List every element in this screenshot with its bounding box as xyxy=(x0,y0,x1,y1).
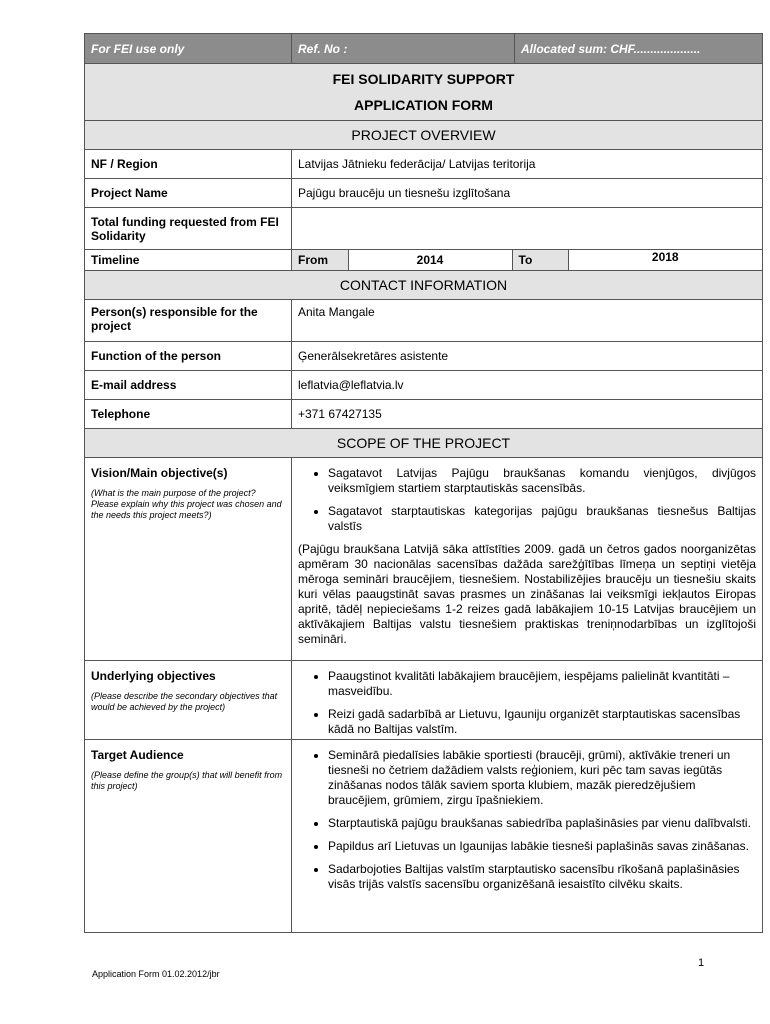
to-value: 2018 xyxy=(651,250,679,264)
form-title xyxy=(85,64,763,121)
person-value: Anita Mangale xyxy=(292,300,763,342)
section-contact-information xyxy=(85,271,763,300)
nf-region-value: Latvijas Jātnieku federācija/ Latvijas teritorija xyxy=(292,150,763,179)
project-name-row xyxy=(85,179,763,208)
function-value: Ģenerālsekretāres asistente xyxy=(292,342,763,371)
form-title-line1: FEI SOLIDARITY SUPPORT xyxy=(332,71,515,87)
audience-help: (Please define the group(s) that will benefit from this project) xyxy=(91,770,283,791)
list-item: • Starptautiskā pajūgu braukšanas sabiedrība paplašināsies par vienu dalībvalsti. xyxy=(328,816,756,831)
list-item: • Paaugstinot kvalitāti labākajiem braucējiem, iespējams palielināt kvantitāti – masveidību. xyxy=(328,669,756,699)
function-label: Function of the person xyxy=(85,342,292,371)
underlying-question xyxy=(85,661,292,740)
list-item: • Sadarbojoties Baltijas valstīm starptautisko sacensību rīkošanā paplašināsies visās trijās valstīs sacensību organizēšanā iesaistīto cilvēku skaits. xyxy=(328,862,756,892)
from-value: 2014 xyxy=(348,250,512,270)
page-number: 1 xyxy=(698,957,705,969)
vision-answer xyxy=(292,458,763,661)
person-row xyxy=(85,300,763,342)
form-title-row xyxy=(85,64,763,121)
project-name-label: Project Name xyxy=(85,179,292,208)
person-label: Person(s) responsible for the project xyxy=(85,300,292,342)
vision-help: (What is the main purpose of the project? Please explain why this project was chosen and the needs this project meets?) xyxy=(91,488,282,520)
underlying-bullets xyxy=(298,669,756,737)
from-label: From xyxy=(292,250,348,270)
audience-title: Target Audience xyxy=(91,748,184,762)
section-project-overview xyxy=(85,121,763,150)
email-label: E-mail address xyxy=(85,371,292,400)
timeline-table xyxy=(292,250,762,270)
list-item: • Seminārā piedalīsies labākie sportiesti (braucēji, grūmi), aktīvākie treneri un tiesneši no četriem dažādiem valsts reģioniem, kuri pēc tam savas iegūtās zināšanas nodos tālāk saviem sporta klubiem, mazāk pieredzējušiem braucējiem, grūmiem, zirgu īpašniekiem. xyxy=(328,748,756,808)
underlying-help: (Please describe the secondary objectives that would be achieved by the project) xyxy=(91,691,278,712)
vision-title: Vision/Main objective(s) xyxy=(91,466,228,480)
form-title-line2: APPLICATION FORM xyxy=(354,97,493,113)
vision-paragraph: (Pajūgu braukšana Latvijā sāka attīstīties 2009. gadā un četros gados noorganizētas apmēram 30 nacionālas sacensības dažāda sarežģītības līmeņa un septiņi vietēja mēroga semināri braucējiem, tiesnešiem. Nostabilizējies braucēju un tiesnešiu skaits kuri vēlas paaugstināt savas prasmes un zināšanas lai veiksmīgi iekļautos Eiropas apritē, tādēļ nepieciešams 1-2 reizes gadā labākajiem 10-15 Latvijas braucējiem un aktīvākajiem Baltijas valstu tiesnešiem praktiskas treniņnodarbības un izglītojoši semināri. xyxy=(298,542,756,646)
timeline-row xyxy=(85,250,763,271)
list-item: • Sagatavot starptautiskas kategorijas pajūgu braukšanas tiesnešus Baltijas valstīs xyxy=(328,504,756,534)
audience-row xyxy=(85,740,763,933)
section-heading: CONTACT INFORMATION xyxy=(85,271,763,300)
fei-use-header-row xyxy=(85,34,763,64)
telephone-label: Telephone xyxy=(85,400,292,429)
telephone-value: +371 67427135 xyxy=(292,400,763,429)
telephone-row xyxy=(85,400,763,429)
audience-question xyxy=(85,740,292,933)
vision-question xyxy=(85,458,292,661)
list-item: • Papildus arī Lietuvas un Igaunijas labākie tiesneši paplašinās savas zināšanas. xyxy=(328,839,756,854)
funding-label: Total funding requested from FEI Solidarity xyxy=(85,208,292,250)
underlying-row xyxy=(85,661,763,740)
vision-row xyxy=(85,458,763,661)
funding-row xyxy=(85,208,763,250)
timeline-label: Timeline xyxy=(85,250,292,271)
fei-use-label: For FEI use only xyxy=(85,34,292,64)
audience-bullets xyxy=(298,748,756,892)
list-item: • Reizi gadā sadarbībā ar Lietuvu, Igauniju organizēt starptautiskas sacensības kādā no Baltijas valstīm. xyxy=(328,707,756,737)
to-label: To xyxy=(512,250,568,270)
funding-value xyxy=(292,208,763,250)
nf-region-label: NF / Region xyxy=(85,150,292,179)
footer-text: Application Form 01.02.2012/jbr xyxy=(92,969,220,979)
email-value: leflatvia@leflatvia.lv xyxy=(292,371,763,400)
nf-region-row xyxy=(85,150,763,179)
underlying-title: Underlying objectives xyxy=(91,669,216,683)
project-name-value: Pajūgu braucēju un tiesnešu izglītošana xyxy=(292,179,763,208)
section-heading: PROJECT OVERVIEW xyxy=(85,121,763,150)
allocated-sum-label: Allocated sum: CHF.................... xyxy=(515,34,763,64)
section-scope-of-project xyxy=(85,429,763,458)
ref-no-label: Ref. No : xyxy=(292,34,515,64)
vision-bullets xyxy=(298,466,756,534)
application-form-table xyxy=(84,33,763,933)
list-item: • Sagatavot Latvijas Pajūgu braukšanas komandu vienjūgos, divjūgos veiksmīgiem startiem starptautiskās sacensībās. xyxy=(328,466,756,496)
audience-answer xyxy=(292,740,763,933)
function-row xyxy=(85,342,763,371)
section-heading: SCOPE OF THE PROJECT xyxy=(85,429,763,458)
email-row xyxy=(85,371,763,400)
timeline-cells xyxy=(292,250,763,271)
underlying-answer xyxy=(292,661,763,740)
